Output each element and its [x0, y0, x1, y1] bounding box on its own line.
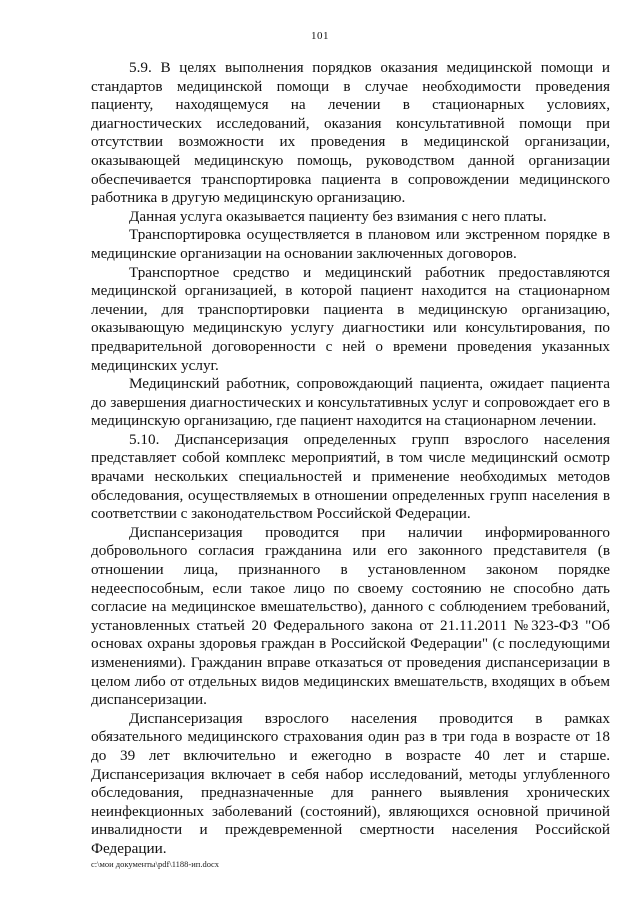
document-body	[91, 59, 610, 859]
paragraph-transport-provider: Транспортное средство и медицинский работник предоставляются медицинской организацией, в которой пациент находится на стационарном лечении, для транспортировки пациента в медицинскую организацию, оказывающую медицинскую услугу диагностики или консультирования, по предварительной договоренности с ней о времени проведения указанных медицинских услуг.	[91, 263, 610, 374]
paragraph-consent: Диспансеризация проводится при наличии информированного добровольного согласия гражданина или его законного представителя (в отношении лица, признанного в установленном законом порядке недееспособным, если такое лицо по своему состоянию не способно дать согласие на медицинское вмешательство), данного с соблюдением требований, установленных статьей 20 Федерального закона от 21.11.2011 №323-ФЗ "Об основах охраны здоровья граждан в Российской Федерации" (с последующими изменениями). Гражданин вправе отказаться от проведения диспансеризации в целом либо от отдельных видов медицинских вмешательств, входящих в объем диспансеризации.	[91, 523, 610, 709]
paragraph-5-9: 5.9. В целях выполнения порядков оказания медицинской помощи и стандартов медицинской помощи в случае необходимости проведения пациенту, находящемуся на лечении в стационарных условиях, диагностических исследований, оказания консультативной помощи при отсутствии возможности их проведения в медицинской организации, оказывающей медицинскую помощь, руководством данной организации обеспечивается транспортировка пациента в сопровождении медицинского работника в другую медицинскую организацию.	[91, 59, 610, 207]
paragraph-free-service: Данная услуга оказывается пациенту без взимания с него платы.	[129, 207, 547, 225]
page-number: 101	[311, 30, 329, 42]
footer-file-path: c:\мои документы\pdf\1188-ип.docx	[91, 859, 219, 869]
paragraph-transport-order: Транспортировка осуществляется в плановом или экстренном порядке в медицинские организации на основании заключенных договоров.	[91, 226, 610, 262]
paragraph-5-10: 5.10. Диспансеризация определенных групп взрослого населения представляет собой комплекс мероприятий, в том числе медицинский осмотр врачами нескольких специальностей и применение необходимых методов обследования, осуществляемых в отношении определенных групп населения в соответствии с законодательством Российской Федерации.	[91, 430, 610, 523]
paragraph-frequency: Диспансеризация взрослого населения проводится в рамках обязательного медицинского страхования один раз в три года в возрасте от 18 до 39 лет включительно и ежегодно в возрасте 40 лет и старше. Диспансеризация включает в себя набор исследований, методы углубленного обследования, предназначенные для раннего выявления хронических неинфекционных заболеваний (состояний), являющихся основной причиной инвалидности и преждевременной смертности населения Российской Федерации.	[91, 709, 610, 857]
paragraph-accompanying-worker: Медицинский работник, сопровождающий пациента, ожидает пациента до завершения диагностических и консультативных услуг и сопровождает его в медицинскую организацию, где пациент находится на стационарном лечении.	[91, 375, 610, 430]
